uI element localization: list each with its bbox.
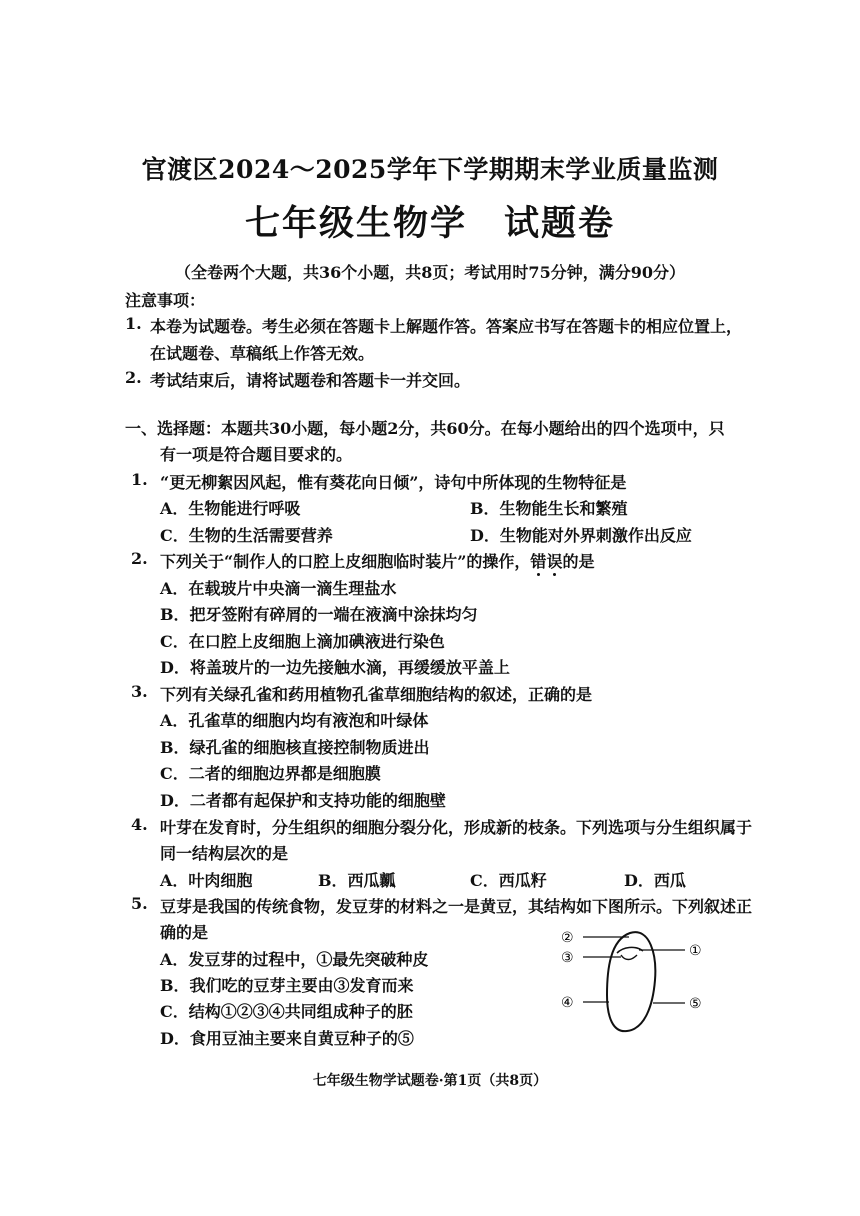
emphasis-char: 错	[530, 552, 547, 571]
question-stem-cont: 同一结构层次的是	[160, 844, 289, 863]
option-d: D．西瓜	[624, 871, 686, 890]
label-1: ①	[689, 943, 702, 959]
stem-text: 的是	[562, 552, 595, 571]
option-d: D．食用豆油主要来自黄豆种子的⑤	[160, 1029, 414, 1048]
option-c: C．在口腔上皮细胞上滴加碘液进行染色	[160, 632, 445, 651]
option-d: D．将盖玻片的一边先接触水滴，再缓缓放平盖上	[160, 658, 510, 677]
notice-item-text: 本卷为试题卷。考生必须在答题卡上解题作答。答案应书写在答题卡的相应位置上，	[150, 317, 743, 336]
question-stem: 叶芽在发育时，分生组织的细胞分裂分化，形成新的枝条。下列选项与分生组织属于	[160, 818, 753, 837]
option-b: B．绿孔雀的细胞核直接控制物质进出	[160, 738, 430, 757]
section-heading: 一、选择题：本题共30小题，每小题2分，共60分。在每小题给出的四个选项中，只	[125, 419, 725, 438]
exam-header-title: 官渡区2024～2025学年下学期期末学业质量监测	[141, 155, 719, 184]
option-a: A．在载玻片中央滴一滴生理盐水	[160, 579, 397, 598]
option-a: A．生物能进行呼吸	[160, 499, 301, 518]
question-number: 1.	[131, 470, 148, 489]
option-d: D．生物能对外界刺激作出反应	[470, 526, 692, 545]
label-3: ③	[561, 950, 574, 966]
emphasis-char: 误	[546, 552, 563, 571]
label-4: ④	[561, 995, 574, 1011]
option-b: B．我们吃的豆芽主要由③发育而来	[160, 976, 414, 995]
label-2: ②	[561, 930, 574, 946]
question-stem-cont: 确的是	[160, 923, 209, 942]
notice-item-number: 1.	[125, 314, 142, 333]
option-d: D．二者都有起保护和支持功能的细胞壁	[160, 791, 446, 810]
option-c: C．二者的细胞边界都是细胞膜	[160, 764, 381, 783]
notice-item-text-cont: 在试题卷、草稿纸上作答无效。	[150, 344, 375, 363]
question-stem: “更无柳絮因风起，惟有葵花向日倾”，诗句中所体现的生物特征是	[160, 473, 627, 492]
stem-text: 下列关于“制作人的口腔上皮细胞临时装片”的操作，	[160, 552, 531, 571]
exam-info: （全卷两个大题，共36个小题，共8页；考试用时75分钟，满分90分）	[175, 263, 685, 282]
question-stem	[160, 549, 594, 572]
question-number: 5.	[131, 894, 148, 913]
option-a: A．孔雀草的细胞内均有液泡和叶绿体	[160, 711, 429, 730]
option-c: C．结构①②③④共同组成种子的胚	[160, 1002, 413, 1021]
option-b: B．把牙签附有碎屑的一端在液滴中涂抹均匀	[160, 605, 478, 624]
option-c: C．生物的生活需要营养	[160, 526, 333, 545]
question-number: 2.	[131, 549, 148, 568]
radicle	[621, 955, 637, 960]
page-footer: 七年级生物学试题卷·第1页（共8页）	[312, 1073, 548, 1089]
question-stem: 下列有关绿孔雀和药用植物孔雀草细胞结构的叙述，正确的是	[160, 685, 593, 704]
notice-heading: 注意事项：	[125, 291, 206, 310]
label-5: ⑤	[689, 996, 702, 1012]
notice-item-number: 2.	[125, 368, 142, 387]
paper-title: 七年级生物学 试题卷	[244, 203, 615, 244]
question-number: 3.	[131, 682, 148, 701]
option-a: A．发豆芽的过程中，①最先突破种皮	[160, 950, 429, 969]
question-number: 4.	[131, 815, 148, 834]
option-a: A．叶肉细胞	[160, 871, 253, 890]
soybean-seed-diagram	[555, 925, 715, 1040]
notice-item-text: 考试结束后，请将试题卷和答题卡一并交回。	[150, 371, 471, 390]
option-b: B．生物能生长和繁殖	[470, 499, 628, 518]
question-stem: 豆芽是我国的传统食物，发豆芽的材料之一是黄豆，其结构如下图所示。下列叙述正	[160, 897, 753, 916]
option-c: C．西瓜籽	[470, 871, 547, 890]
option-b: B．西瓜瓤	[318, 871, 396, 890]
section-heading-cont: 有一项是符合题目要求的。	[160, 445, 353, 464]
